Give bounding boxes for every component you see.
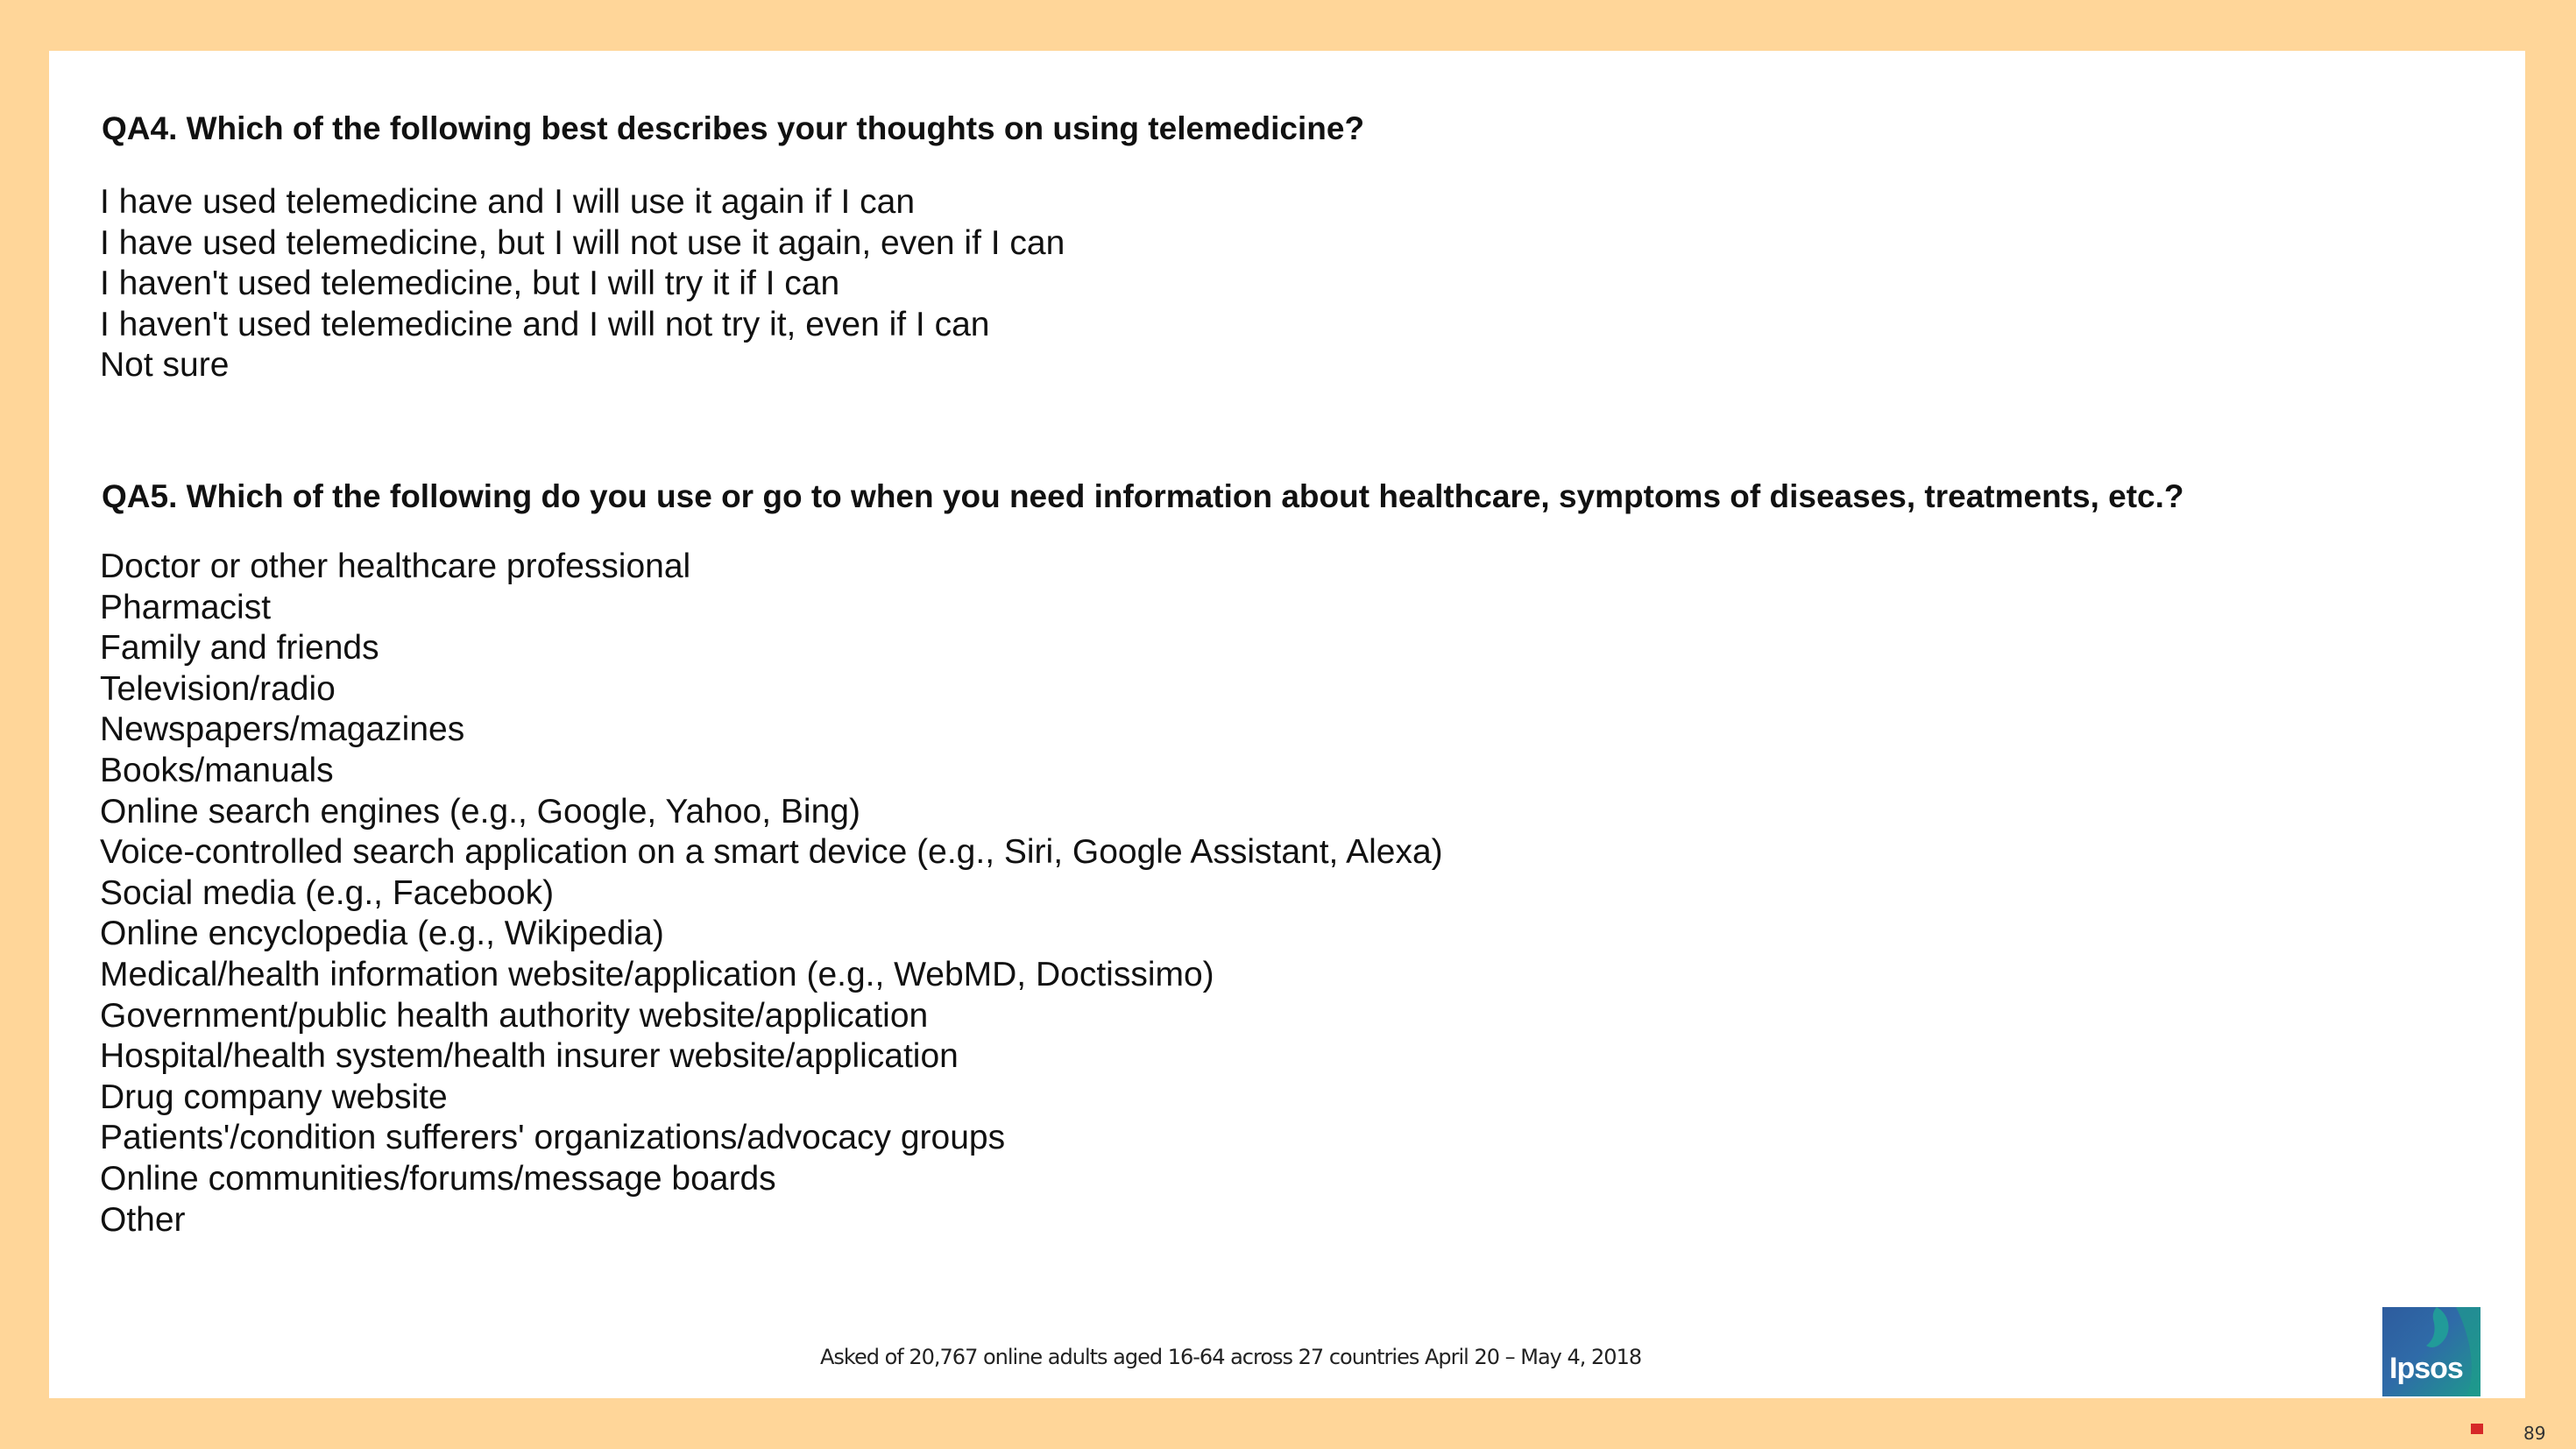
- corner-badge: [2471, 1421, 2502, 1435]
- question-qa4-title: QA4. Which of the following best describes your thoughts on using telemedicine?: [102, 110, 1365, 146]
- qa5-option: Social media (e.g., Facebook): [100, 873, 555, 912]
- ipsos-logo: [2382, 1307, 2480, 1396]
- qa4-option: I haven't used telemedicine, but I will try it if I can: [100, 265, 840, 303]
- qa4-options-list: [100, 182, 1065, 386]
- qa5-option: Other: [100, 1200, 186, 1239]
- page-number: 89: [2523, 1423, 2546, 1444]
- qa5-option: Government/public health authority website/application: [100, 996, 929, 1035]
- qa5-option: Online search engines (e.g., Google, Yahoo, Bing): [100, 792, 860, 831]
- logo-text: Ipsos: [2389, 1352, 2463, 1385]
- qa5-options-list: [100, 547, 1443, 1240]
- slide-page: [49, 51, 2525, 1398]
- qa5-option: Voice-controlled search application on a smart device (e.g., Siri, Google Assistant, Alexa): [100, 833, 1443, 872]
- qa5-option: Doctor or other healthcare professional: [100, 548, 691, 585]
- qa5-option: Online encyclopedia (e.g., Wikipedia): [100, 915, 664, 953]
- qa4-option: Not sure: [100, 346, 230, 385]
- qa5-option: Pharmacist: [100, 588, 272, 626]
- qa5-option: Books/manuals: [100, 751, 334, 789]
- qa5-option: Drug company website: [100, 1078, 448, 1116]
- survey-footnote: Asked of 20,767 online adults aged 16-64 across 27 countries April 20 – May 4, 2018: [820, 1345, 1642, 1369]
- qa4-option: I have used telemedicine and I will use it again if I can: [100, 183, 916, 221]
- qa4-option: I have used telemedicine, but I will not use it again, even if I can: [100, 223, 1065, 262]
- qa5-option: Online communities/forums/message boards: [100, 1159, 776, 1198]
- qa5-option: Patients'/condition sufferers' organizations/advocacy groups: [100, 1119, 1006, 1157]
- question-qa5-title: QA5. Which of the following do you use or go to when you need information about healthcare, symptoms of diseases, treatments, etc.?: [102, 478, 2184, 514]
- qa4-option: I haven't used telemedicine and I will not try it, even if I can: [100, 305, 990, 343]
- qa5-option: Medical/health information website/application (e.g., WebMD, Doctissimo): [100, 955, 1214, 993]
- qa5-option: Television/radio: [100, 669, 336, 708]
- qa5-option: Hospital/health system/health insurer website/application: [100, 1037, 959, 1076]
- red-mark-icon: [2471, 1424, 2483, 1434]
- qa5-option: Family and friends: [100, 629, 379, 668]
- qa5-option: Newspapers/magazines: [100, 710, 465, 749]
